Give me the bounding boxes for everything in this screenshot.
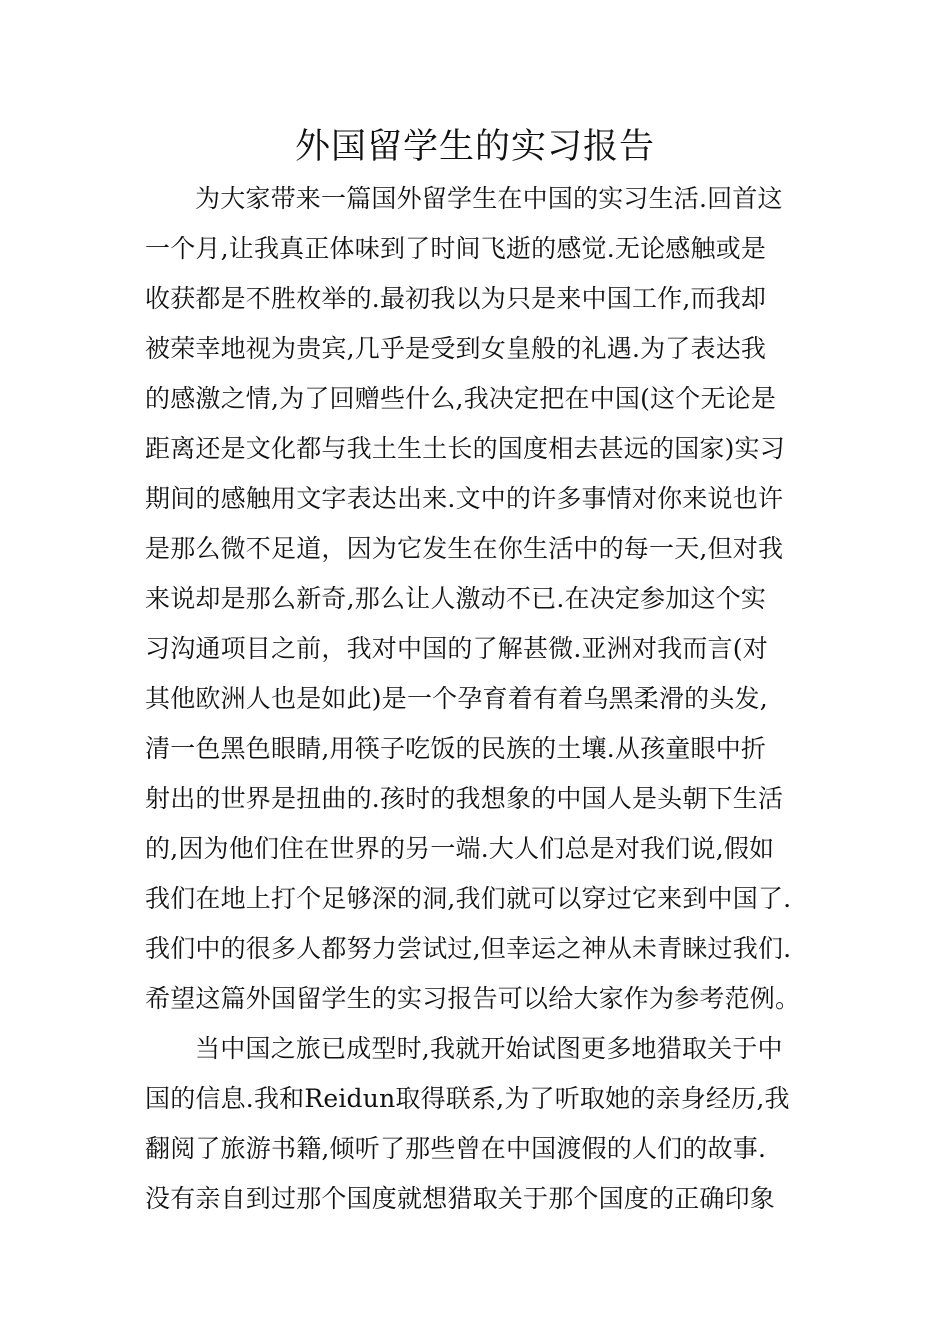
document-title: 外国留学生的实习报告 [294, 127, 655, 167]
paragraph-line: 期间的感触用文字表达出来.文中的许多事情对你来说也许 [145, 484, 784, 513]
paragraph-line: 清一色黑色眼睛,用筷子吃饭的民族的土壤.从孩童眼中折 [145, 734, 767, 763]
paragraph-line: 来说却是那么新奇,那么让人激动不已.在决定参加这个实 [145, 584, 767, 613]
paragraph-line: 习沟通项目之前，我对中国的了解甚微.亚洲对我而言(对 [145, 634, 768, 663]
paragraph-line: 我们在地上打个足够深的洞,我们就可以穿过它来到中国了. [145, 884, 792, 913]
paragraph-line: 收获都是不胜枚举的.最初我以为只是来中国工作,而我却 [145, 284, 767, 313]
paragraph-line: 的,因为他们住在世界的另一端.大人们总是对我们说,假如 [145, 834, 775, 863]
paragraph-line: 距离还是文化都与我土生土长的国度相去甚远的国家)实习 [145, 434, 785, 463]
document-body [145, 174, 825, 1224]
paragraph-line: 的感激之情,为了回赠些什么,我决定把在中国(这个无论是 [145, 384, 777, 413]
paragraph-line: 当中国之旅已成型时,我就开始试图更多地猎取关于中 [195, 1034, 783, 1063]
paragraph-line: 射出的世界是扭曲的.孩时的我想象的中国人是头朝下生活 [145, 784, 784, 813]
paragraph-line: 为大家带来一篇国外留学生在中国的实习生活.回首这 [195, 184, 783, 213]
paragraph-line: 我们中的很多人都努力尝试过,但幸运之神从未青睐过我们. [145, 934, 792, 963]
paragraph-line: 是那么微不足道，因为它发生在你生活中的每一天,但对我 [145, 534, 784, 563]
paragraph-line: 国的信息.我和Reidun取得联系,为了听取她的亲身经历,我 [145, 1084, 790, 1113]
paragraph-line: 没有亲自到过那个国度就想猎取关于那个国度的正确印象 [145, 1184, 776, 1213]
paragraph-line: 其他欧洲人也是如此)是一个孕育着有着乌黑柔滑的头发, [145, 684, 768, 713]
paragraph-line: 一个月,让我真正体味到了时间飞逝的感觉.无论感触或是 [145, 234, 767, 263]
paragraph-line: 希望这篇外国留学生的实习报告可以给大家作为参考范例。 [145, 984, 801, 1013]
paragraph-line: 翻阅了旅游书籍,倾听了那些曾在中国渡假的人们的故事. [145, 1134, 767, 1163]
paragraph-line: 被荣幸地视为贵宾,几乎是受到女皇般的礼遇.为了表达我 [145, 334, 767, 363]
